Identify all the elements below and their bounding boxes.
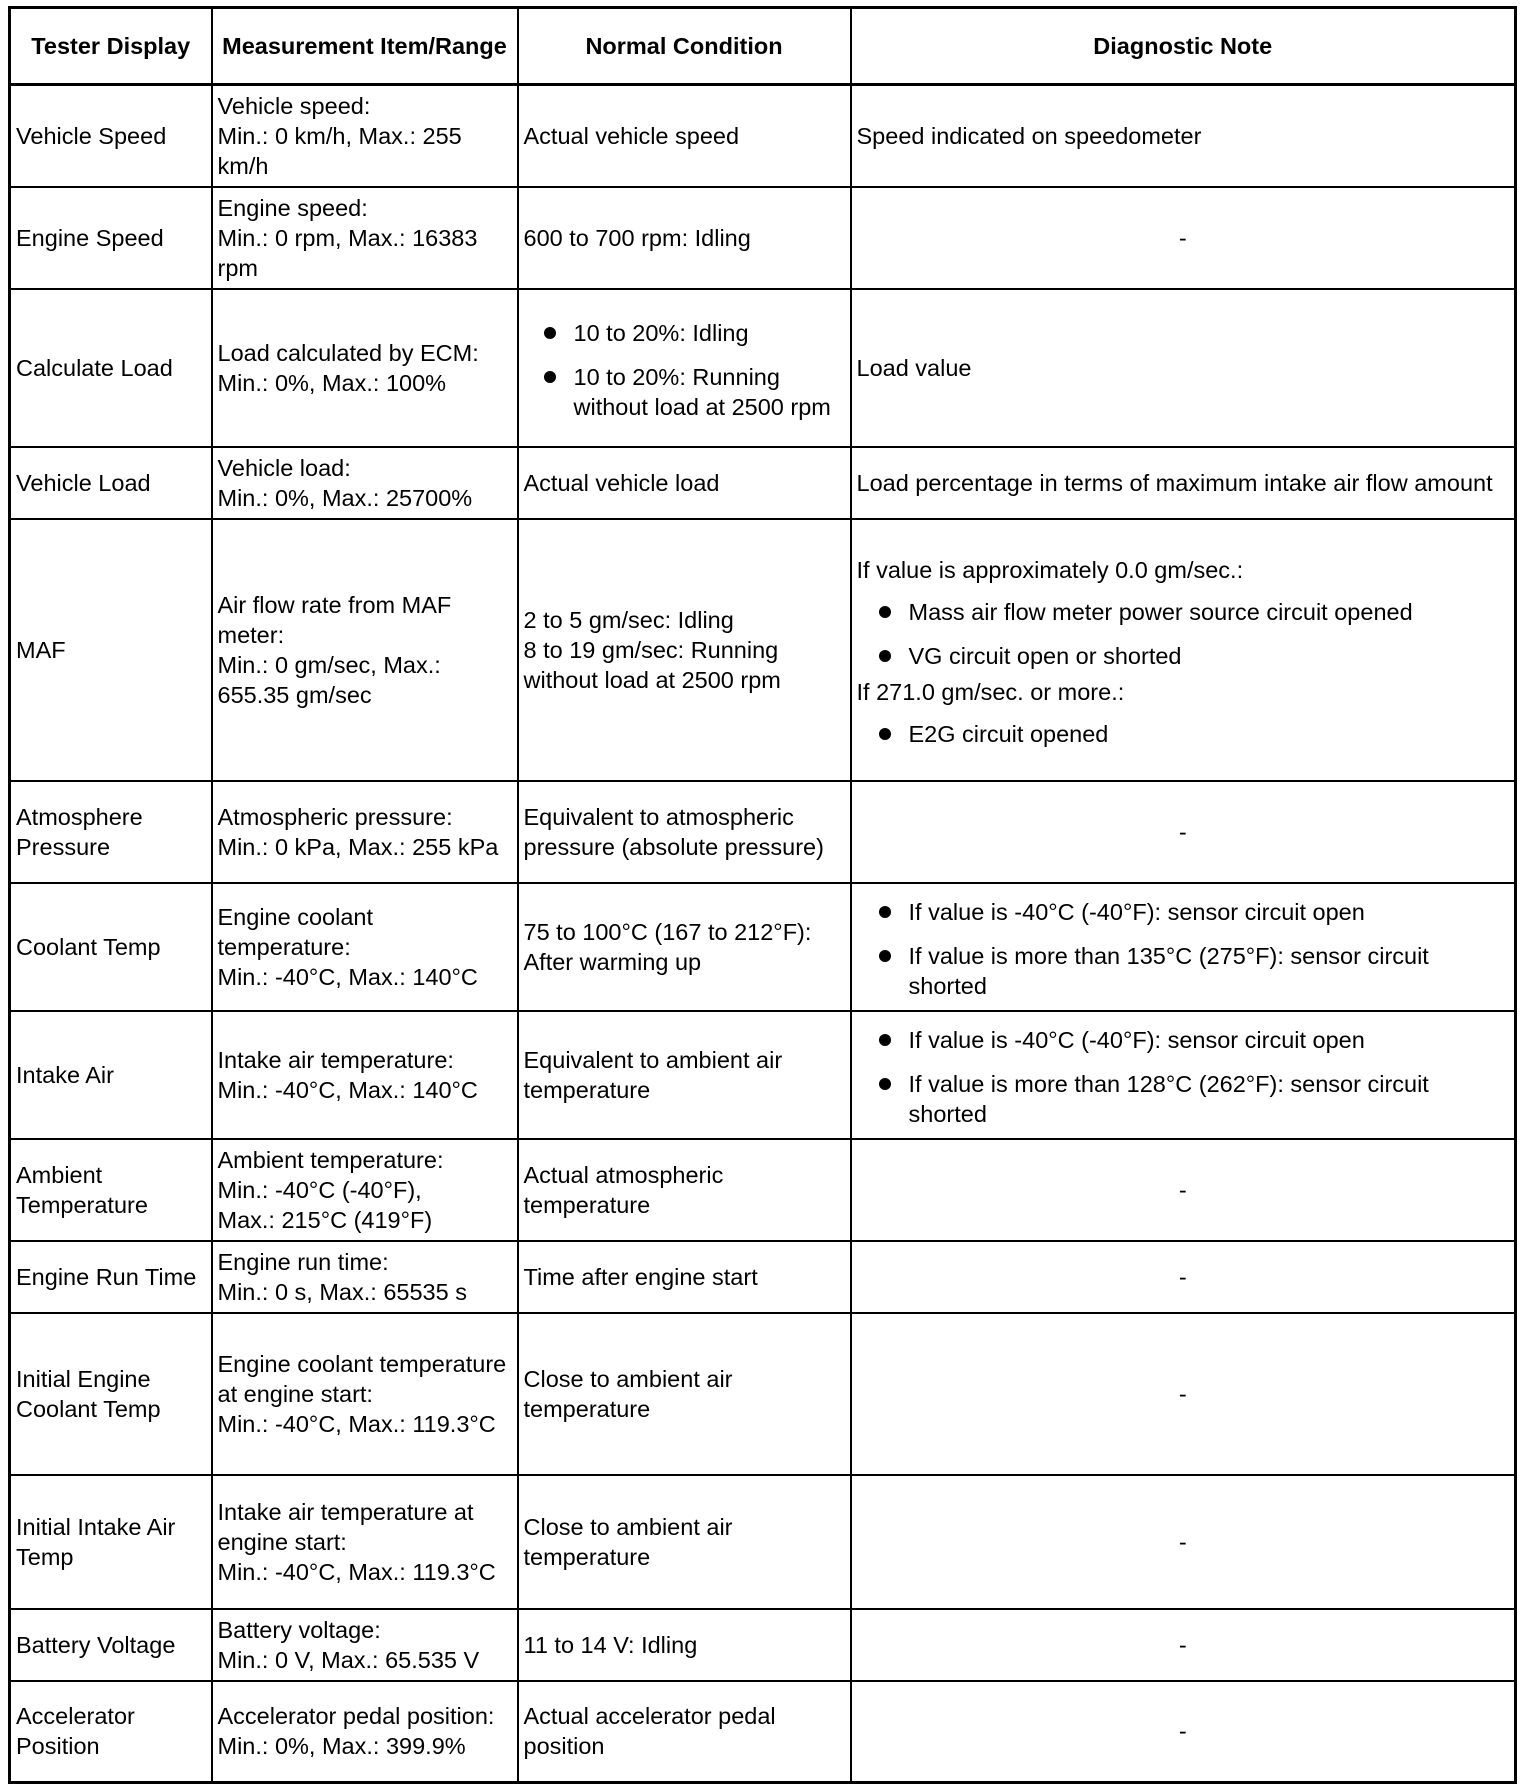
diagnostic-note-cell	[851, 883, 1516, 1011]
diagnostic-note-cell: -	[851, 1313, 1516, 1475]
diagnostic-note-cell: -	[851, 781, 1516, 883]
tester-display-cell: Vehicle Load	[10, 447, 212, 519]
bullet-list	[857, 897, 1510, 1001]
bullet-text: 10 to 20%: Running without load at 2500 rpm	[573, 363, 831, 420]
bullet-item	[857, 641, 1510, 671]
measurement-cell	[212, 1609, 518, 1681]
diagnostic-note-cell	[851, 519, 1516, 781]
diagnostic-note-cell: -	[851, 1475, 1516, 1609]
bullet-icon	[879, 950, 891, 962]
measurement-line: Atmospheric pressure:	[217, 803, 453, 830]
header-measurement: Measurement Item/Range	[212, 8, 518, 85]
bullet-item	[857, 597, 1510, 627]
header-diagnostic-note: Diagnostic Note	[851, 8, 1516, 85]
data-list-table	[8, 6, 1517, 1784]
measurement-line: Min.: 0%, Max.: 100%	[217, 369, 447, 396]
table-row	[10, 1313, 1516, 1475]
measurement-cell	[212, 1241, 518, 1313]
tester-display-cell: Vehicle Speed	[10, 85, 212, 187]
table-row	[10, 1475, 1516, 1609]
measurement-line: Min.: -40°C, Max.: 119.3°C	[217, 1558, 496, 1585]
measurement-line: Intake air temperature:	[217, 1046, 454, 1073]
normal-condition-cell: Close to ambient air temperature	[518, 1313, 851, 1475]
diagnostic-intro: If value is approximately 0.0 gm/sec.:	[856, 556, 1244, 583]
measurement-cell	[212, 519, 518, 781]
normal-condition-cell: 75 to 100°C (167 to 212°F): After warming up	[518, 883, 851, 1011]
measurement-line: Air flow rate from MAF meter:	[217, 591, 452, 648]
normal-condition-line: 2 to 5 gm/sec: Idling	[523, 606, 734, 633]
measurement-cell	[212, 781, 518, 883]
table-row	[10, 883, 1516, 1011]
table-row	[10, 447, 1516, 519]
bullet-icon	[879, 1078, 891, 1090]
bullet-list	[524, 318, 845, 422]
header-row	[10, 8, 1516, 85]
header-normal-condition: Normal Condition	[518, 8, 851, 85]
measurement-line: Min.: 0 rpm, Max.: 16383 rpm	[217, 224, 478, 281]
measurement-line: Min.: 0 kPa, Max.: 255 kPa	[217, 833, 499, 860]
measurement-cell	[212, 1475, 518, 1609]
measurement-line: Engine coolant temperature:	[217, 903, 373, 960]
measurement-line: Vehicle load:	[217, 454, 351, 481]
diagnostic-note-cell: Load percentage in terms of maximum intake air flow amount	[851, 447, 1516, 519]
measurement-cell	[212, 883, 518, 1011]
tester-display-cell: Initial Intake Air Temp	[10, 1475, 212, 1609]
tester-display-cell: Coolant Temp	[10, 883, 212, 1011]
diagnostic-intro: If 271.0 gm/sec. or more.:	[856, 678, 1125, 705]
tester-display-cell: Accelerator Position	[10, 1681, 212, 1783]
measurement-line: Min.: -40°C, Max.: 140°C	[217, 963, 478, 990]
table-row	[10, 1011, 1516, 1139]
table-row	[10, 519, 1516, 781]
measurement-line: Load calculated by ECM:	[217, 339, 479, 366]
normal-condition-cell: 600 to 700 rpm: Idling	[518, 187, 851, 289]
measurement-line: Min.: 0 km/h, Max.: 255 km/h	[217, 122, 462, 179]
measurement-line: Min.: 0 gm/sec, Max.: 655.35 gm/sec	[217, 651, 441, 708]
normal-condition-cell: Actual atmospheric temperature	[518, 1139, 851, 1241]
bullet-icon	[879, 906, 891, 918]
tester-display-cell: MAF	[10, 519, 212, 781]
bullet-item	[857, 941, 1510, 1001]
bullet-icon	[544, 371, 556, 383]
diagnostic-note-cell: -	[851, 1609, 1516, 1681]
measurement-cell	[212, 1139, 518, 1241]
bullet-text: 10 to 20%: Idling	[573, 319, 749, 346]
table-row	[10, 1241, 1516, 1313]
diagnostic-note-cell: Load value	[851, 289, 1516, 447]
bullet-item	[857, 1025, 1510, 1055]
measurement-line: Accelerator pedal position:	[217, 1703, 495, 1730]
measurement-line: Min.: -40°C, Max.: 119.3°C	[217, 1410, 496, 1437]
diagnostic-note-cell	[851, 1011, 1516, 1139]
table-row	[10, 1139, 1516, 1241]
normal-condition-cell: Actual vehicle speed	[518, 85, 851, 187]
normal-condition-cell: Time after engine start	[518, 1241, 851, 1313]
measurement-line: Battery voltage:	[217, 1616, 381, 1643]
tester-display-cell: Calculate Load	[10, 289, 212, 447]
data-list-sheet	[8, 6, 1514, 1778]
table-row	[10, 1609, 1516, 1681]
bullet-text: E2G circuit opened	[908, 720, 1109, 747]
bullet-item	[857, 719, 1510, 749]
bullet-text: Mass air flow meter power source circuit opened	[908, 598, 1413, 625]
table-row	[10, 85, 1516, 187]
measurement-line: Intake air temperature at engine start:	[217, 1498, 474, 1555]
measurement-line: Min.: 0 s, Max.: 65535 s	[217, 1278, 467, 1305]
measurement-line: Engine run time:	[217, 1248, 389, 1275]
normal-condition-cell: Close to ambient air temperature	[518, 1475, 851, 1609]
measurement-cell	[212, 85, 518, 187]
bullet-list	[857, 597, 1510, 671]
normal-condition-cell	[518, 519, 851, 781]
normal-condition-line: 8 to 19 gm/sec: Running without load at 2500 rpm	[523, 636, 781, 693]
normal-condition-cell: Equivalent to ambient air temperature	[518, 1011, 851, 1139]
measurement-cell	[212, 447, 518, 519]
bullet-item	[857, 1069, 1510, 1129]
table-row	[10, 289, 1516, 447]
tester-display-cell: Engine Speed	[10, 187, 212, 289]
table-row	[10, 1681, 1516, 1783]
bullet-list	[857, 719, 1510, 749]
diagnostic-note-cell: -	[851, 1681, 1516, 1783]
measurement-line: Max.: 215°C (419°F)	[217, 1206, 433, 1233]
table-row	[10, 781, 1516, 883]
measurement-line: Min.: 0 V, Max.: 65.535 V	[217, 1646, 480, 1673]
diagnostic-note-cell: -	[851, 1139, 1516, 1241]
diagnostic-note-cell: -	[851, 187, 1516, 289]
bullet-icon	[879, 728, 891, 740]
header-tester-display: Tester Display	[10, 8, 212, 85]
bullet-item	[857, 897, 1510, 927]
bullet-icon	[879, 1034, 891, 1046]
normal-condition-cell: Actual vehicle load	[518, 447, 851, 519]
bullet-text: If value is more than 135°C (275°F): sensor circuit shorted	[908, 942, 1429, 999]
tester-display-cell: Initial Engine Coolant Temp	[10, 1313, 212, 1475]
tester-display-cell: Intake Air	[10, 1011, 212, 1139]
bullet-icon	[879, 650, 891, 662]
diagnostic-note-cell: -	[851, 1241, 1516, 1313]
measurement-line: Min.: -40°C, Max.: 140°C	[217, 1076, 478, 1103]
bullet-text: If value is -40°C (-40°F): sensor circuit open	[908, 898, 1365, 925]
measurement-cell	[212, 1313, 518, 1475]
bullet-text: If value is -40°C (-40°F): sensor circuit open	[908, 1026, 1365, 1053]
tester-display-cell: Engine Run Time	[10, 1241, 212, 1313]
bullet-item	[524, 318, 845, 348]
bullet-text: VG circuit open or shorted	[908, 642, 1182, 669]
tester-display-cell: Battery Voltage	[10, 1609, 212, 1681]
bullet-text: If value is more than 128°C (262°F): sensor circuit shorted	[908, 1070, 1429, 1127]
measurement-cell	[212, 187, 518, 289]
measurement-cell	[212, 289, 518, 447]
measurement-line: Min.: 0%, Max.: 25700%	[217, 484, 473, 511]
bullet-item	[524, 362, 845, 422]
measurement-line: Engine speed:	[217, 194, 368, 221]
measurement-line: Engine coolant temperature at engine start:	[217, 1350, 507, 1407]
measurement-line: Vehicle speed:	[217, 92, 371, 119]
measurement-cell	[212, 1011, 518, 1139]
measurement-cell	[212, 1681, 518, 1783]
normal-condition-cell: Actual accelerator pedal position	[518, 1681, 851, 1783]
tester-display-cell: Ambient Temperature	[10, 1139, 212, 1241]
bullet-icon	[879, 606, 891, 618]
measurement-line: Min.: 0%, Max.: 399.9%	[217, 1733, 466, 1760]
normal-condition-cell	[518, 289, 851, 447]
bullet-icon	[544, 327, 556, 339]
normal-condition-cell: Equivalent to atmospheric pressure (absolute pressure)	[518, 781, 851, 883]
measurement-line: Ambient temperature:	[217, 1146, 444, 1173]
diagnostic-note-cell: Speed indicated on speedometer	[851, 85, 1516, 187]
bullet-list	[857, 1025, 1510, 1129]
table-row	[10, 187, 1516, 289]
normal-condition-cell: 11 to 14 V: Idling	[518, 1609, 851, 1681]
tester-display-cell: Atmosphere Pressure	[10, 781, 212, 883]
measurement-line: Min.: -40°C (-40°F),	[217, 1176, 422, 1203]
